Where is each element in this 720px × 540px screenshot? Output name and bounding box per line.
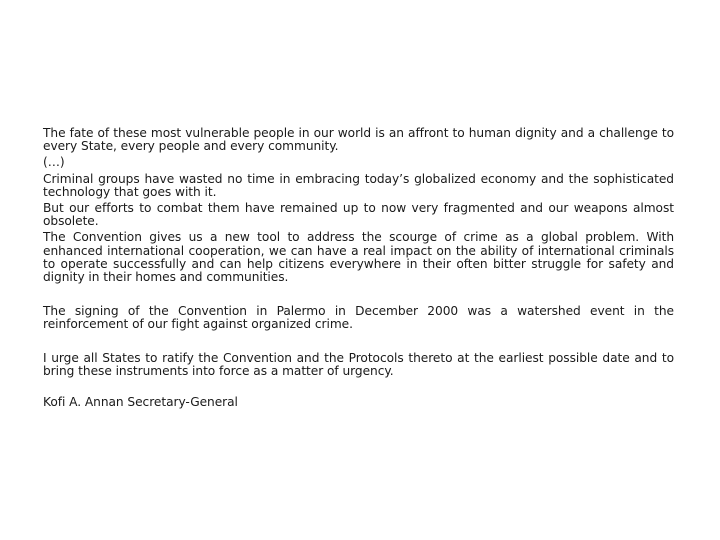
paragraph-palermo: The signing of the Convention in Palermo in December 2000 was a watershed event in the reinforcement of our fight against organized crime.: [43, 304, 674, 332]
paragraph-criminal-groups: Criminal groups have wasted no time in embracing today’s globalized economy and the sophisticated technology that goes with it.: [43, 171, 674, 199]
signature-line: Kofi A. Annan Secretary-General: [43, 395, 238, 410]
paragraph-efforts: But our efforts to combat them have remained up to now very fragmented and our weapons almost obsolete.: [43, 201, 674, 229]
paragraph-ellipsis: (…): [43, 155, 65, 170]
paragraph-ratify: I urge all States to ratify the Convention and the Protocols thereto at the earliest possible date and to bring these instruments into force as a matter of urgency.: [43, 350, 674, 378]
paragraph-affront: The fate of these most vulnerable people in our world is an affront to human dignity and a challenge to every State, every people and every community.: [43, 126, 674, 154]
quote-text-block: [43, 127, 674, 409]
paragraph-convention-tool: The Convention gives us a new tool to address the scourge of crime as a global problem. With enhanced international cooperation, we can have a real impact on the ability of international criminals to operate successfully and can help citizens everywhere in their often bitter struggle for safety and dignity in their homes and communities.: [43, 230, 674, 285]
